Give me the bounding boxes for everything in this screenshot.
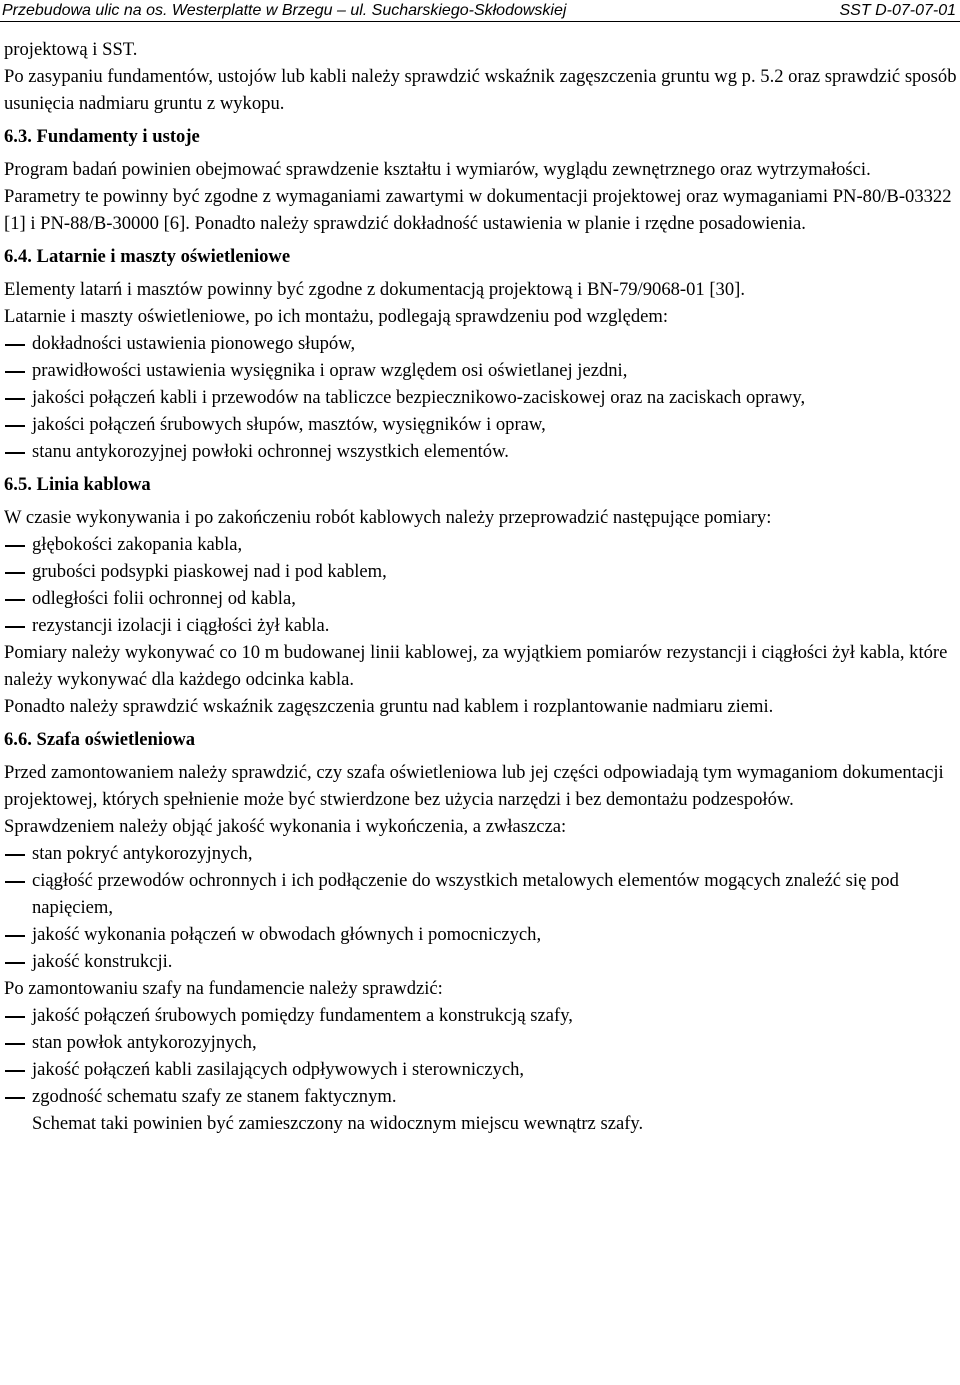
- section-6-5-p1: W czasie wykonywania i po zakończeniu robót kablowych należy przeprowadzić następujące pomiary:: [4, 507, 772, 528]
- section-6-3-p1: Program badań powinien obejmować sprawdzenie kształtu i wymiarów, wyglądu zewnętrznego oraz wytrzymałości.: [4, 159, 871, 180]
- section-6-3-heading: 6.3. Fundamenty i ustoje: [4, 126, 200, 147]
- section-6-5-p2: Pomiary należy wykonywać co 10 m budowanej linii kablowej, za wyjątkiem pomiarów rezystancji i ciągłości żył kabla, które należy wykonywać dla każdego odcinka kabla.: [4, 642, 948, 690]
- header-title: Przebudowa ulic na os. Westerplatte w Brzegu – ul. Sucharskiego-Skłodowskiej: [2, 2, 567, 19]
- section-6-5-heading: 6.5. Linia kablowa: [4, 474, 151, 495]
- list-item: [4, 531, 958, 558]
- list-item-text: jakości połączeń kabli i przewodów na tabliczce bezpiecznikowo-zaciskowej oraz na zaciskach oprawy,: [32, 387, 806, 408]
- intro-paragraph: Po zasypaniu fundamentów, ustojów lub kabli należy sprawdzić wskaźnik zagęszczenia gruntu wg p. 5.2 oraz sprawdzić sposób usunięcia nadmiaru gruntu z wykopu.: [4, 66, 957, 114]
- list-item: [4, 585, 958, 612]
- list-item: [4, 411, 958, 438]
- list-item: [4, 1056, 958, 1083]
- list-item-text: ciągłość przewodów ochronnych i ich podłączenie do wszystkich metalowych elementów mogących znaleźć się pod napięciem,: [32, 870, 899, 918]
- section-6-4-p1: Elementy latarń i masztów powinny być zgodne z dokumentacją projektową i BN-79/9068-01 [30].: [4, 279, 745, 300]
- list-item: [4, 612, 958, 639]
- intro-line: projektową i SST.: [4, 39, 138, 60]
- section-6-3-p2: Parametry te powinny być zgodne z wymaganiami zawartymi w dokumentacji projektowej oraz wymaganiami PN-80/B-03322 [1] i PN-88/B-30000 [6]. Ponadto należy sprawdzić dokładność ustawienia w planie i rzędne posadowienia.: [4, 186, 952, 234]
- list-item-text: głębokości zakopania kabla,: [32, 534, 243, 555]
- section-6-6-list-2: [4, 1002, 958, 1110]
- section-6-6-note: Schemat taki powinien być zamieszczony na widocznym miejscu wewnątrz szafy.: [32, 1113, 644, 1134]
- list-item-text: dokładności ustawienia pionowego słupów,: [32, 333, 356, 354]
- section-6-4-list: [4, 330, 958, 465]
- list-item-text: stan powłok antykorozyjnych,: [32, 1032, 257, 1053]
- list-item: [4, 1029, 958, 1056]
- list-item: [4, 1083, 958, 1110]
- list-item: [4, 867, 958, 921]
- list-item-text: jakość połączeń kabli zasilających odpływowych i sterowniczych,: [32, 1059, 525, 1080]
- section-6-5-p3: Ponadto należy sprawdzić wskaźnik zagęszczenia gruntu nad kablem i rozplantowanie nadmiaru ziemi.: [4, 696, 774, 717]
- list-item: [4, 558, 958, 585]
- section-6-6-p3: Po zamontowaniu szafy na fundamencie należy sprawdzić:: [4, 978, 443, 999]
- list-item-text: jakość wykonania połączeń w obwodach głównych i pomocniczych,: [32, 924, 542, 945]
- list-item: [4, 438, 958, 465]
- header-spec-code: SST D-07-07-01: [839, 2, 956, 19]
- list-item-text: stan pokryć antykorozyjnych,: [32, 843, 253, 864]
- list-item-text: jakość połączeń śrubowych pomiędzy fundamentem a konstrukcją szafy,: [32, 1005, 573, 1026]
- page-header: [0, 0, 960, 22]
- list-item: [4, 921, 958, 948]
- list-item-text: jakość konstrukcji.: [32, 951, 173, 972]
- list-item: [4, 840, 958, 867]
- section-6-4-p2: Latarnie i maszty oświetleniowe, po ich montażu, podlegają sprawdzeniu pod względem:: [4, 306, 669, 327]
- list-item-text: odległości folii ochronnej od kabla,: [32, 588, 296, 609]
- section-6-6-list-1: [4, 840, 958, 975]
- list-item-text: grubości podsypki piaskowej nad i pod kablem,: [32, 561, 387, 582]
- section-6-5-list: [4, 531, 958, 639]
- document-body: [0, 22, 960, 1137]
- list-item-text: zgodność schematu szafy ze stanem faktycznym.: [32, 1086, 397, 1107]
- list-item: [4, 357, 958, 384]
- list-item-text: jakości połączeń śrubowych słupów, masztów, wysięgników i opraw,: [32, 414, 546, 435]
- section-6-4-heading: 6.4. Latarnie i maszty oświetleniowe: [4, 246, 291, 267]
- list-item: [4, 384, 958, 411]
- list-item-text: prawidłowości ustawienia wysięgnika i opraw względem osi oświetlanej jezdni,: [32, 360, 628, 381]
- list-item: [4, 330, 958, 357]
- list-item: [4, 948, 958, 975]
- section-6-6-p1: Przed zamontowaniem należy sprawdzić, czy szafa oświetleniowa lub jej części odpowiadają tym wymaganiom dokumentacji projektowej, których spełnienie może być stwierdzone bez użycia narzędzi i bez demontażu podzespołów.: [4, 762, 944, 810]
- list-item: [4, 1002, 958, 1029]
- list-item-text: stanu antykorozyjnej powłoki ochronnej wszystkich elementów.: [32, 441, 509, 462]
- list-item-text: rezystancji izolacji i ciągłości żył kabla.: [32, 615, 330, 636]
- section-6-6-p2: Sprawdzeniem należy objąć jakość wykonania i wykończenia, a zwłaszcza:: [4, 816, 567, 837]
- section-6-6-heading: 6.6. Szafa oświetleniowa: [4, 729, 196, 750]
